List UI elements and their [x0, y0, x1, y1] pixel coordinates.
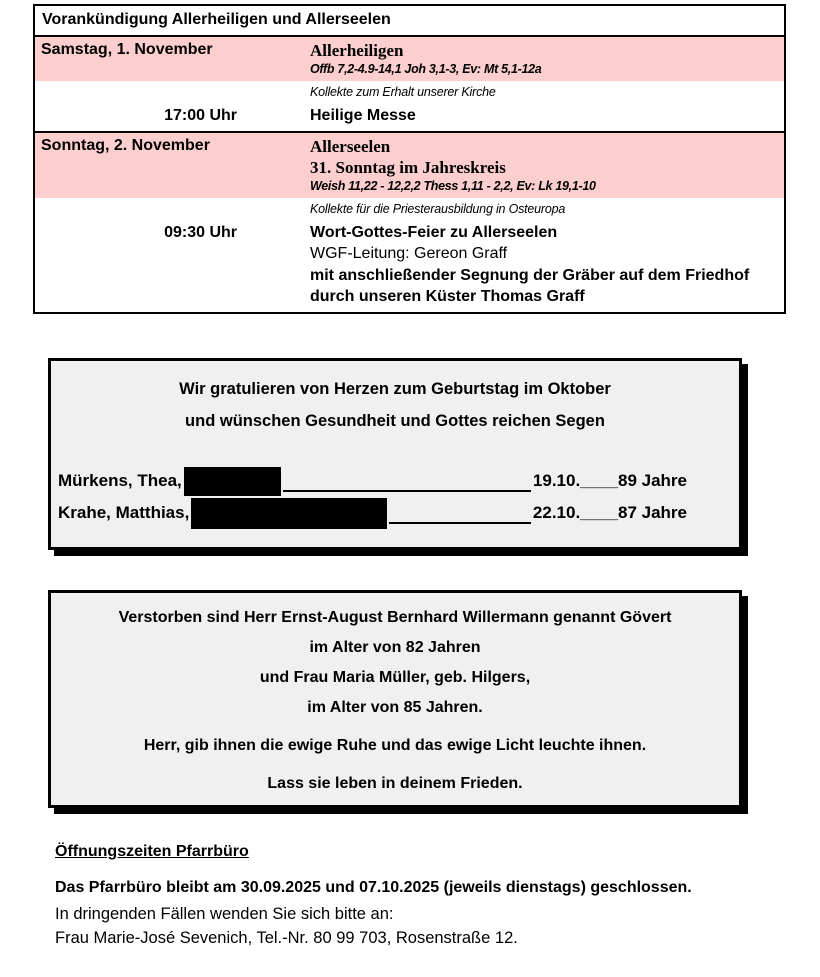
office-hours-heading: Öffnungszeiten Pfarrbüro [55, 843, 249, 860]
event-title: Wort-Gottes-Feier zu Allerseelen [310, 223, 558, 241]
day-header-row [35, 133, 784, 198]
event-time: 09:30 Uhr [164, 223, 237, 241]
office-hours-section [55, 843, 795, 950]
memorial-prayer-line: Lass sie leben in deinem Frieden. [267, 775, 523, 792]
day-label: Samstag, 1. November [41, 41, 213, 58]
birthday-blank: ____ [580, 471, 618, 490]
birthday-entries [51, 465, 739, 529]
office-contact-line: Frau Marie-José Sevenich, Tel.-Nr. 80 99 703, Rosenstraße 12. [55, 929, 518, 947]
memorial-prayer-line: Herr, gib ihnen die ewige Ruhe und das ewige Licht leuchte ihnen. [143, 737, 647, 754]
day-label: Sonntag, 2. November [41, 136, 210, 154]
feast-subtitle: 31. Sonntag im Jahreskreis [310, 157, 506, 177]
event-details [310, 105, 784, 127]
birthday-date-age [533, 471, 687, 491]
memorial-box [48, 590, 742, 808]
scripture-reference: Offb 7,2-4.9-14,1 Joh 3,1-3, Ev: Mt 5,1-12a [310, 62, 542, 76]
birthday-box [48, 358, 742, 550]
birthday-entry [51, 497, 739, 529]
office-closed-notice: Das Pfarrbüro bleibt am 30.09.2025 und 07.10.2025 (jeweils dienstags) geschlossen. [55, 879, 692, 896]
birthday-date-age [533, 503, 687, 523]
event-note-line2: durch unseren Küster Thomas Graff [310, 288, 585, 305]
memorial-line: und Frau Maria Müller, geb. Hilgers, [259, 669, 531, 686]
event-time: 17:00 Uhr [164, 107, 237, 124]
birthday-title-line1: Wir gratulieren von Herzen zum Geburtstag im Oktober [179, 380, 611, 398]
event-row [35, 105, 784, 131]
birthday-age: 89 Jahre [618, 471, 687, 490]
event-details [310, 222, 784, 308]
memorial-line: im Alter von 85 Jahren. [307, 699, 483, 716]
office-urgent-line: In dringenden Fällen wenden Sie sich bitte an: [55, 905, 394, 923]
event-leader: WGF-Leitung: Gereon Graff [310, 245, 508, 262]
day-header-row [35, 37, 784, 81]
feast-title: Allerseelen [310, 136, 391, 156]
birthday-entry [51, 465, 739, 497]
day-block-saturday [35, 37, 784, 131]
fill-in-line [283, 490, 531, 492]
collection-note: Kollekte zum Erhalt unserer Kirche [310, 85, 496, 99]
birthday-name: Krahe, Matthias, [58, 503, 190, 522]
event-note-line1: mit anschließender Segnung der Gräber auf dem Friedhof [310, 266, 750, 284]
memorial-line: Verstorben sind Herr Ernst-August Bernhard Willermann genannt Gövert [118, 609, 672, 626]
redacted-address-bar [184, 467, 281, 496]
day-block-sunday [35, 133, 784, 312]
fill-in-line [389, 522, 531, 524]
birthday-date: 22.10. [532, 503, 581, 522]
feast-cell [310, 136, 784, 194]
collection-note: Kollekte für die Priesterausbildung in Osteuropa [310, 201, 566, 216]
birthday-date: 19.10. [532, 471, 581, 490]
redacted-address-bar [191, 498, 387, 529]
scripture-reference: Weish 11,22 - 12,2,2 Thess 1,11 - 2,2, Ev: Lk 19,1-10 [310, 178, 596, 193]
birthday-name: Mürkens, Thea, [58, 471, 182, 490]
feast-title: Allerheiligen [310, 41, 404, 60]
memorial-line: im Alter von 82 Jahren [309, 639, 481, 656]
birthday-title-line2: und wünschen Gesundheit und Gottes reichen Segen [185, 412, 605, 430]
event-title: Heilige Messe [310, 107, 416, 124]
event-row [35, 222, 784, 312]
birthday-blank: ____ [580, 503, 618, 522]
feast-cell [310, 40, 784, 77]
schedule-table [33, 4, 786, 314]
schedule-title: Vorankündigung Allerheiligen und Allerseelen [35, 6, 784, 37]
birthday-age: 87 Jahre [618, 503, 687, 522]
